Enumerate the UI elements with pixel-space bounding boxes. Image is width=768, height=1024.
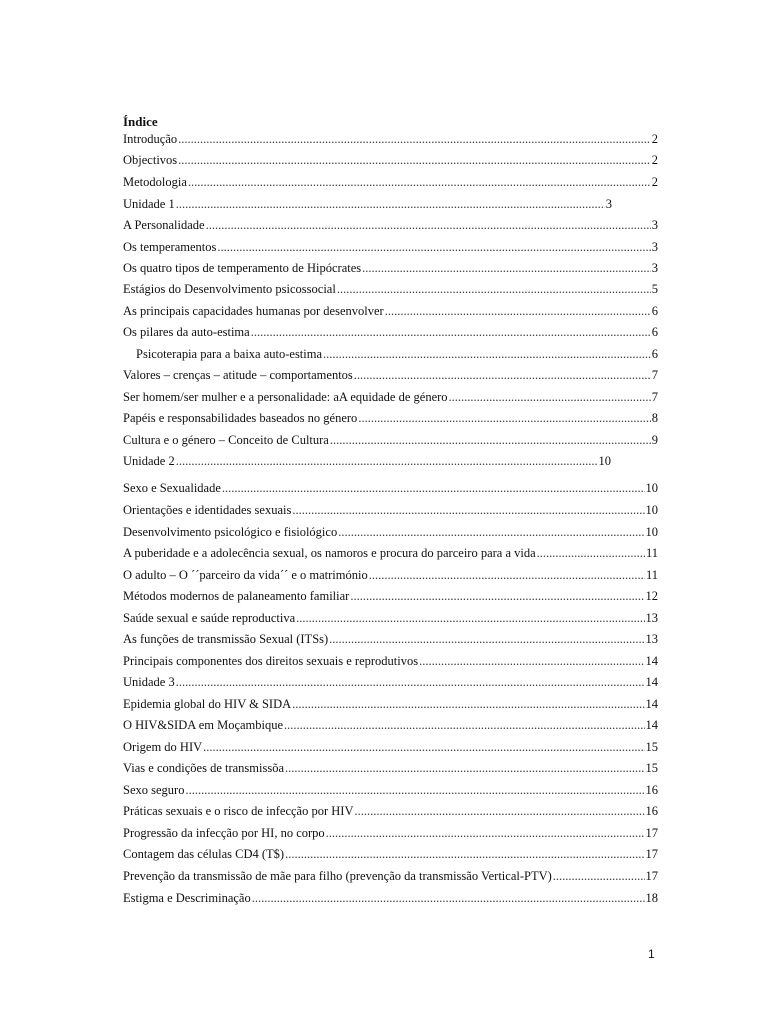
toc-entry-label: Prevenção da transmissão de mãe para filho (prevenção da transmissão Vertical-PTV) bbox=[123, 869, 552, 883]
toc-entry-label: Estigma e Descriminação bbox=[123, 891, 251, 905]
toc-entry-label: Métodos modernos de palaneamento familiar bbox=[123, 589, 350, 603]
toc-entry bbox=[123, 802, 658, 820]
toc-entry-label: Sexo seguro bbox=[123, 783, 185, 797]
toc-leader-dots bbox=[292, 501, 644, 519]
toc-entry-page: 6 bbox=[651, 347, 658, 361]
toc-entry-label: Ser homem/ser mulher e a personalidade: aA equidade de género bbox=[123, 390, 448, 404]
toc-entry bbox=[123, 566, 658, 584]
toc-leader-dots bbox=[185, 781, 644, 799]
toc-entry-page: 15 bbox=[645, 761, 658, 775]
toc-entry bbox=[123, 195, 612, 213]
toc-entry-label: Unidade 3 bbox=[123, 675, 175, 689]
toc-leader-dots bbox=[176, 452, 598, 470]
toc-entry-label: Vias e condições de transmissõa bbox=[123, 761, 285, 775]
toc-entry bbox=[123, 609, 658, 627]
toc-entry bbox=[123, 673, 658, 691]
toc-entry-page: 7 bbox=[651, 368, 658, 382]
toc-entry-label: Saúde sexual e saúde reproductiva bbox=[123, 611, 296, 625]
toc-entry-label: As funções de transmissão Sexual (ITSs) bbox=[123, 632, 329, 646]
toc-entry-label: Progressão da infecção por HI, no corpo bbox=[123, 826, 325, 840]
toc-leader-dots bbox=[222, 479, 645, 497]
toc-entry-page: 2 bbox=[651, 175, 658, 189]
toc-entry-page: 14 bbox=[645, 675, 658, 689]
toc-entry bbox=[123, 587, 658, 605]
toc-leader-dots bbox=[178, 151, 651, 169]
toc-entry-label: Psicoterapia para a baixa auto-estima bbox=[136, 347, 323, 361]
toc-entry-page: 14 bbox=[645, 697, 658, 711]
toc-leader-dots bbox=[329, 630, 644, 648]
toc-entry bbox=[123, 889, 658, 907]
toc-entry bbox=[123, 366, 658, 384]
toc-entry-page: 3 bbox=[651, 218, 658, 232]
toc-leader-dots bbox=[362, 259, 651, 277]
toc-entry-page: 6 bbox=[651, 304, 658, 318]
toc-entry bbox=[136, 345, 658, 363]
toc-leader-dots bbox=[206, 216, 651, 234]
toc-entry bbox=[123, 280, 658, 298]
toc-entry-page: 6 bbox=[651, 325, 658, 339]
toc-entry-label: A puberidade e a adolecência sexual, os namoros e procura do parceiro para a vida bbox=[123, 546, 536, 560]
toc-entry bbox=[123, 501, 658, 519]
toc-entry bbox=[123, 479, 658, 497]
toc-entry-page: 17 bbox=[645, 869, 658, 883]
toc-entry-label: Papéis e responsabilidades baseados no género bbox=[123, 411, 358, 425]
toc-leader-dots bbox=[354, 802, 644, 820]
toc-entry bbox=[123, 259, 658, 277]
toc-leader-dots bbox=[176, 673, 645, 691]
toc-entry bbox=[123, 695, 658, 713]
toc-entry bbox=[123, 544, 658, 562]
toc-entry-label: Contagem das células CD4 (T$) bbox=[123, 847, 285, 861]
toc-entry-label: Introdução bbox=[123, 132, 178, 146]
toc-leader-dots bbox=[323, 345, 651, 363]
toc-entry-page: 10 bbox=[645, 525, 658, 539]
toc-entry-label: Epidemia global do HIV & SIDA bbox=[123, 697, 292, 711]
toc-leader-dots bbox=[292, 695, 644, 713]
toc-entry-label: O HIV&SIDA em Moçambique bbox=[123, 718, 284, 732]
toc-entry-page: 17 bbox=[645, 826, 658, 840]
toc-entry-page: 17 bbox=[645, 847, 658, 861]
toc-entry bbox=[123, 388, 658, 406]
toc-entry bbox=[123, 824, 658, 842]
toc-entry-page: 13 bbox=[645, 611, 658, 625]
toc-entry bbox=[123, 302, 658, 320]
toc-entry-page: 16 bbox=[645, 783, 658, 797]
toc-leader-dots bbox=[203, 738, 644, 756]
toc-entry-label: A Personalidade bbox=[123, 218, 205, 232]
toc-entry-page: 15 bbox=[645, 740, 658, 754]
toc-leader-dots bbox=[251, 323, 651, 341]
toc-entry bbox=[123, 523, 658, 541]
toc-leader-dots bbox=[537, 544, 645, 562]
page-number: 1 bbox=[648, 947, 655, 961]
toc-leader-dots bbox=[350, 587, 644, 605]
toc-entry-page: 2 bbox=[651, 132, 658, 146]
toc-leader-dots bbox=[419, 652, 644, 670]
toc-entry-page: 3 bbox=[651, 261, 658, 275]
toc-entry-label: Estágios do Desenvolvimento psicossocial bbox=[123, 282, 336, 296]
toc-entry-label: Orientações e identidades sexuais bbox=[123, 503, 292, 517]
toc-title: Índice bbox=[123, 114, 158, 129]
toc-entry-label: Os temperamentos bbox=[123, 240, 217, 254]
toc-leader-dots bbox=[178, 130, 651, 148]
toc-entry-page: 11 bbox=[645, 546, 658, 560]
toc-entry bbox=[123, 630, 658, 648]
toc-leader-dots bbox=[337, 280, 651, 298]
toc-entry bbox=[123, 323, 658, 341]
toc-leader-dots bbox=[369, 566, 645, 584]
toc-entry-label: Cultura e o género – Conceito de Cultura bbox=[123, 433, 329, 447]
toc-entry bbox=[123, 716, 658, 734]
toc-entry-label: Desenvolvimento psicológico e fisiológico bbox=[123, 525, 338, 539]
toc-entry-page: 10 bbox=[645, 481, 658, 495]
toc-entry bbox=[123, 452, 611, 470]
toc-entry-label: Origem do HIV bbox=[123, 740, 203, 754]
toc-leader-dots bbox=[330, 431, 651, 449]
toc-entry-label: Metodologia bbox=[123, 175, 187, 189]
toc-leader-dots bbox=[296, 609, 644, 627]
toc-entry bbox=[123, 409, 658, 427]
toc-entry-page: 8 bbox=[651, 411, 658, 425]
toc-leader-dots bbox=[449, 388, 651, 406]
toc-entry bbox=[123, 431, 658, 449]
toc-leader-dots bbox=[326, 824, 645, 842]
toc-entry-page: 10 bbox=[645, 503, 658, 517]
toc-entry bbox=[123, 845, 658, 863]
toc-entry-page: 2 bbox=[651, 153, 658, 167]
toc-entry-label: Unidade 1 bbox=[123, 197, 175, 211]
toc-entry bbox=[123, 867, 658, 885]
toc-entry-page: 3 bbox=[605, 197, 612, 211]
toc-leader-dots bbox=[217, 238, 650, 256]
toc-leader-dots bbox=[285, 845, 644, 863]
toc-leader-dots bbox=[284, 716, 644, 734]
toc-entry-page: 14 bbox=[645, 718, 658, 732]
toc-entry bbox=[123, 130, 658, 148]
toc-entry-label: Os quatro tipos de temperamento de Hipócrates bbox=[123, 261, 362, 275]
toc-entry bbox=[123, 216, 658, 234]
toc-leader-dots bbox=[354, 366, 651, 384]
toc-entry-page: 18 bbox=[645, 891, 658, 905]
toc-entry-page: 7 bbox=[651, 390, 658, 404]
toc-entry-label: As principais capacidades humanas por desenvolver bbox=[123, 304, 384, 318]
toc-entry-label: Sexo e Sexualidade bbox=[123, 481, 221, 495]
toc-entry-page: 14 bbox=[645, 654, 658, 668]
toc-entry bbox=[123, 652, 658, 670]
toc-entry bbox=[123, 151, 658, 169]
toc-entry-page: 16 bbox=[645, 804, 658, 818]
toc-entry-label: Objectivos bbox=[123, 153, 178, 167]
toc-leader-dots bbox=[385, 302, 651, 320]
toc-entry-label: Valores – crenças – atitude – comportamentos bbox=[123, 368, 353, 382]
toc-entry bbox=[123, 781, 658, 799]
toc-entry-page: 3 bbox=[651, 240, 658, 254]
toc-leader-dots bbox=[338, 523, 644, 541]
toc-entry-label: Unidade 2 bbox=[123, 454, 175, 468]
toc-entry-page: 12 bbox=[645, 589, 658, 603]
toc-entry bbox=[123, 173, 658, 191]
toc-leader-dots bbox=[176, 195, 605, 213]
toc-leader-dots bbox=[188, 173, 651, 191]
toc-leader-dots bbox=[553, 867, 645, 885]
toc-entry-page: 5 bbox=[651, 282, 658, 296]
toc-entry-label: Os pilares da auto-estima bbox=[123, 325, 250, 339]
toc-leader-dots bbox=[358, 409, 650, 427]
toc-entry-label: O adulto – O ´´parceiro da vida´´ e o matrimónio bbox=[123, 568, 368, 582]
toc-entry-page: 9 bbox=[651, 433, 658, 447]
toc-entry bbox=[123, 759, 658, 777]
toc-entry-label: Práticas sexuais e o risco de infecção por HIV bbox=[123, 804, 354, 818]
toc-entry-label: Principais componentes dos direitos sexuais e reprodutivos bbox=[123, 654, 419, 668]
toc-leader-dots bbox=[285, 759, 644, 777]
toc-entry-page: 11 bbox=[645, 568, 658, 582]
toc-entry-page: 13 bbox=[645, 632, 658, 646]
toc-entry-page: 10 bbox=[598, 454, 611, 468]
toc-entry bbox=[123, 238, 658, 256]
toc-leader-dots bbox=[252, 889, 645, 907]
toc-entry bbox=[123, 738, 658, 756]
